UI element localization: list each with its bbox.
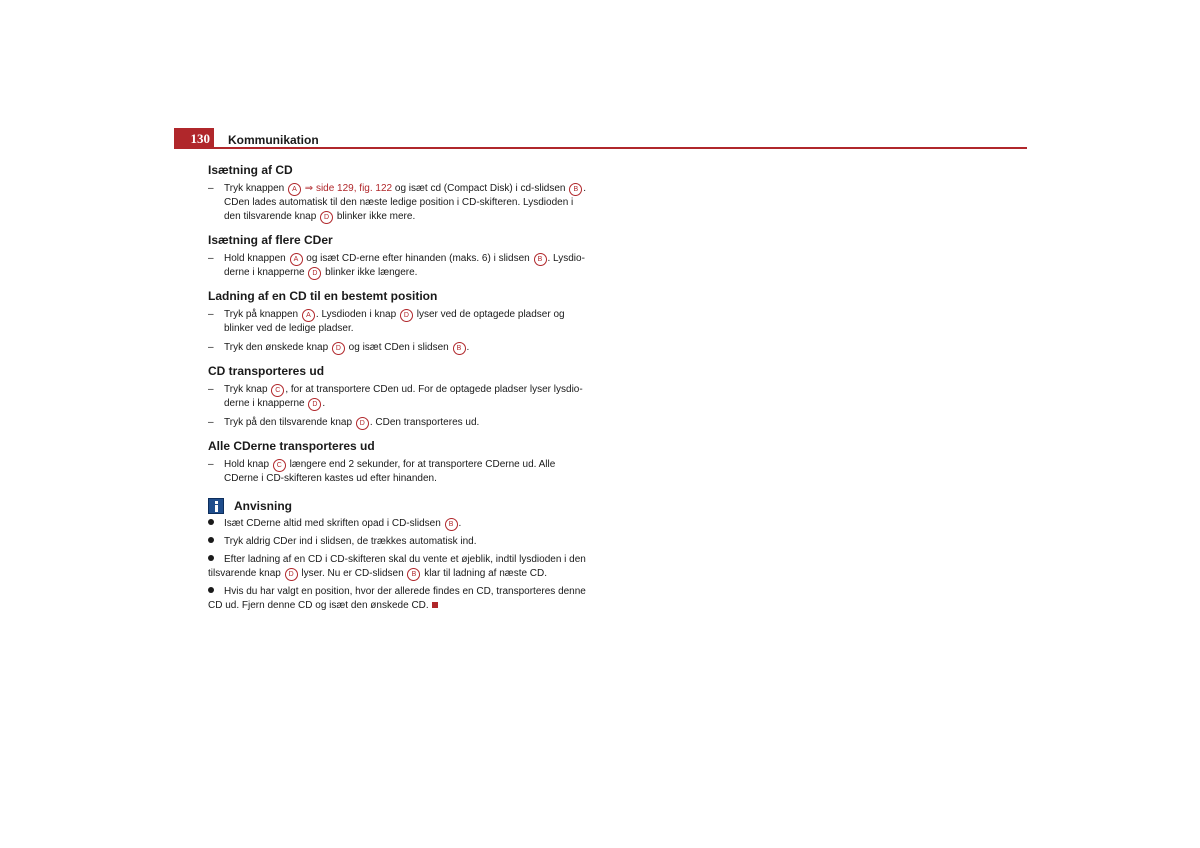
step-dash: –	[208, 384, 214, 395]
key-b-icon: B	[534, 253, 547, 266]
key-d-icon: D	[356, 417, 369, 430]
bullet-dot-icon	[208, 537, 214, 543]
key-d-icon: D	[320, 211, 333, 224]
cross-reference-link[interactable]: ⇒ side 129, fig. 122	[304, 183, 393, 194]
note-header	[208, 498, 588, 514]
section-eject-cd	[208, 363, 588, 430]
note-bullet: Hvis du har valgt en position, hvor der allerede findes en CD, transporteres denne CD ud. Fjern denne CD og isæt den ønskede CD.	[208, 586, 586, 611]
key-d-icon: D	[308, 267, 321, 280]
note-bullet: Tryk aldrig CDer ind i slidsen, de trækkes automatisk ind.	[208, 535, 588, 549]
key-a-icon: A	[302, 309, 315, 322]
key-b-icon: B	[453, 342, 466, 355]
bullet-dot-icon	[208, 519, 214, 525]
bullet-dot-icon	[208, 555, 214, 561]
header-rule	[174, 147, 1027, 149]
section-title: Isætning af flere CDer	[208, 233, 333, 247]
step-item: – Tryk på knappen A . Lysdioden i knap D lyser ved de optagede pladser og blinker ved de ledige pladser.	[208, 309, 565, 334]
key-d-icon: D	[308, 398, 321, 411]
step-dash: –	[208, 183, 214, 194]
section-load-cd-position	[208, 288, 588, 355]
step-dash: –	[208, 309, 214, 320]
section-title: Ladning af en CD til en bestemt position	[208, 289, 438, 303]
step-dash: –	[208, 459, 214, 470]
section-title: Isætning af CD	[208, 163, 293, 177]
step-item: – Hold knappen A og isæt CD-erne efter hinanden (maks. 6) i slidsen B . Lysdio-derne i knapperne D blinker ikke længere.	[208, 253, 585, 278]
step-item: – Tryk knappen A ⇒ side 129, fig. 122 og isæt cd (Compact Disk) i cd-slidsen B . CDen lades automatisk til den næste ledige position i CD-skifteren. Lysdioden i den tilsvarende knap D blinker ikke mere.	[208, 183, 587, 222]
note-bullet: Isæt CDerne altid med skriften opad i CD-slidsen B .	[208, 517, 588, 531]
key-c-icon: C	[273, 459, 286, 472]
page-number: 130	[174, 128, 214, 148]
key-c-icon: C	[271, 384, 284, 397]
page-header	[174, 128, 1027, 150]
key-d-icon: D	[332, 342, 345, 355]
key-b-icon: B	[445, 518, 458, 531]
section-end-icon	[432, 602, 438, 608]
step-dash: –	[208, 342, 214, 353]
section-insert-multiple-cds	[208, 232, 588, 280]
step-item: – Hold knap C længere end 2 sekunder, for at transportere CDerne ud. Alle CDerne i CD-skifteren kastes ud efter hinanden.	[208, 459, 556, 484]
section-eject-all-cds	[208, 438, 588, 486]
section-title: CD transporteres ud	[208, 364, 325, 378]
chapter-title: Kommunikation	[228, 133, 319, 147]
key-b-icon: B	[569, 183, 582, 196]
section-insert-cd	[208, 162, 588, 224]
key-d-icon: D	[285, 568, 298, 581]
page-content	[208, 162, 588, 617]
note-box	[208, 498, 588, 613]
step-dash: –	[208, 417, 214, 428]
section-title: Alle CDerne transporteres ud	[208, 439, 375, 453]
key-a-icon: A	[290, 253, 303, 266]
step-item: – Tryk knap C , for at transportere CDen ud. For de optagede pladser lyser lysdio-derne i knapperne D .	[208, 384, 583, 409]
note-title: Anvisning	[234, 499, 293, 513]
step-item: – Tryk på den tilsvarende knap D . CDen transporteres ud.	[208, 417, 480, 428]
key-a-icon: A	[288, 183, 301, 196]
bullet-dot-icon	[208, 587, 214, 593]
step-item: – Tryk den ønskede knap D og isæt CDen i slidsen B .	[208, 342, 470, 353]
step-dash: –	[208, 253, 214, 264]
note-bullet: Efter ladning af en CD i CD-skifteren skal du vente et øjeblik, indtil lysdioden i den tilsvarende knap D lyser. Nu er CD-slidsen B klar til ladning af næste CD.	[208, 554, 586, 579]
key-b-icon: B	[407, 568, 420, 581]
key-d-icon: D	[400, 309, 413, 322]
info-icon	[208, 498, 224, 514]
